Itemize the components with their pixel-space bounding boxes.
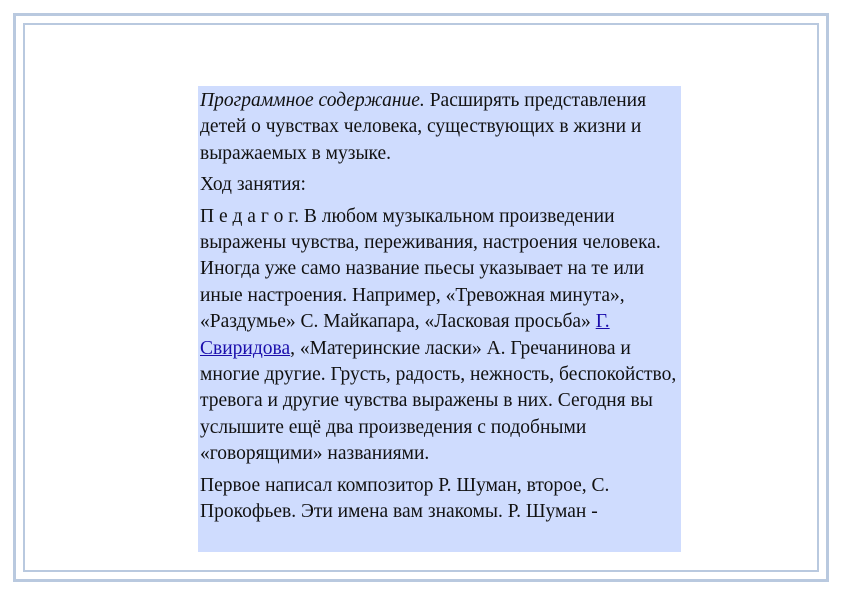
paragraph-composers: Первое написал композитор Р. Шуман, второе, С. Прокофьев. Эти имена вам знакомы. Р. Шуман - [200, 474, 610, 523]
paragraph-teacher-speech [200, 204, 679, 468]
paragraph-lesson-course: Ход занятия: [200, 174, 306, 196]
paragraph-program-content [200, 88, 679, 167]
program-content-heading: Программное содержание. [200, 90, 425, 111]
text-block [198, 86, 681, 552]
teacher-speech-text-end: , «Материнские ласки» А. Гречанинова и многие другие. Грусть, радость, нежность, беспокойство, тревога и другие чувства выражены в них. Сегодня вы услышите ещё два произведения с подобными «говорящими» названиями. [200, 337, 677, 465]
program-content-text: Расширять представления детей о чувствах человека, существующих в жизни и выражаемых в музыке. [200, 90, 647, 164]
teacher-speech-text-start: П е д а г о г. В любом музыкальном произведении выражены чувства, переживания, настроения человека. Иногда уже само название пьесы указывает на те или иные настроения. Например, «Тревожная минута», «Раздумье» С. Майкапара, «Ласковая просьба» [200, 205, 661, 333]
sviridov-link[interactable]: Г. Свиридова [200, 311, 610, 359]
